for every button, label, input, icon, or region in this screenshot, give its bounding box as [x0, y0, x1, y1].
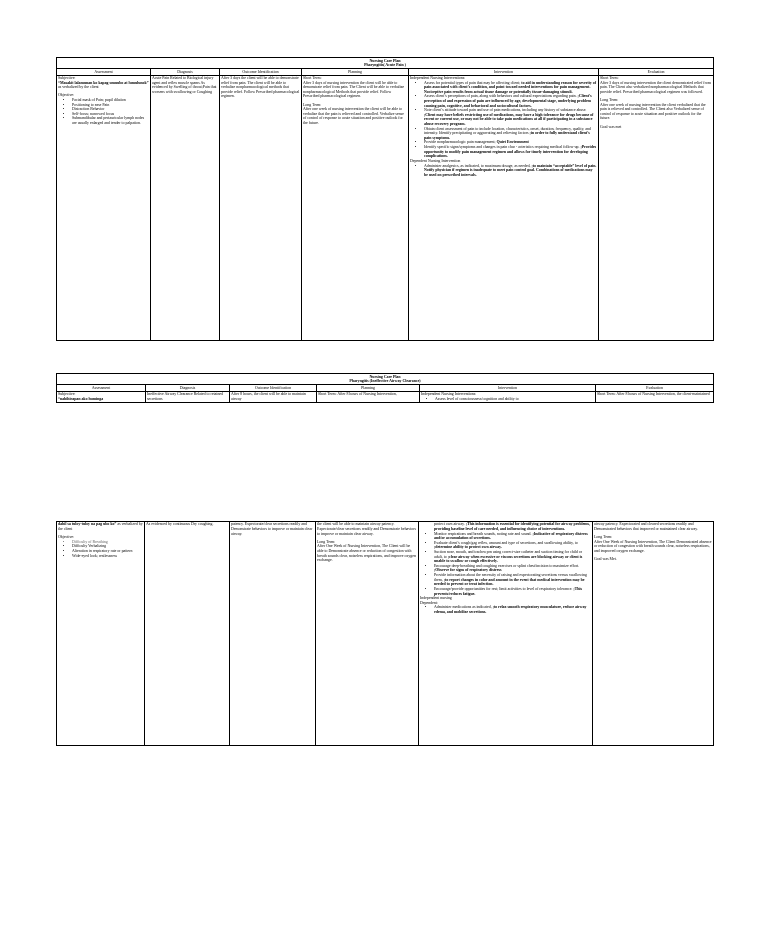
- header-planning: Planning: [302, 69, 409, 75]
- subjective-quote: dahil sa tuloy-tuloy na pag ubo ko” as verbalized by the client: [58, 522, 143, 531]
- short-term-text: After 3 days of nursing intervention the client will be able to demonstrate relief from pain. The Client will be able to verbalize nonpharmacological Methods that provide relief. Follow Prescribed pharmacological regimen.: [303, 80, 405, 99]
- diagnosis-cell: Acute Pain Related to Biological injury agent and reflex muscle spams As evidenced by Swelling of throat;Pain that worsens with swallowing or Coughing: [151, 75, 220, 340]
- planning-cell: [302, 75, 409, 340]
- list-item: • Positioning to ease Pain: [72, 103, 149, 108]
- list-item: • Wide-eyed look; restlessness: [72, 554, 143, 559]
- long-term-text: After One Week of Nursing Intervention, The Client Demonstrated absence or reduction of congestion with breath sounds clear, noiseless respirations, and improved oxygen exchange.: [594, 539, 712, 554]
- outcome-cell: After 3 days the client will be able to demonstrate relief from pain. The client will be able to verbalize nonpharmacological methods that provide relief. Follow Prescribed pharmacological regimen.: [220, 75, 302, 340]
- care-plan-acute-pain: [56, 57, 713, 341]
- list-item: • Difficulty Verbalizing: [72, 544, 143, 549]
- list-item: • Assess client’s perceptions of pain, along with behaviors and cultural expectations regarding pain. ;Client’s perception of and expression of pain are influenced by age, developmental stage, underlying problem causing pain, cognitive, and behavioral and sociocultural factors.: [424, 94, 597, 108]
- list-item: • Assess for potential types of pain that may be affecting client; to aid in understanding reason for severity of pain associated with client’s condition, and point toward needed interventions for pain management. Nociceptive pain results from actual tissue damage or potentially tissue-damaging stimuli.: [424, 81, 597, 95]
- goal-status: Goal was met: [600, 124, 622, 129]
- header-assessment: Assessment: [57, 69, 151, 75]
- list-item: • Obtain client assessment of pain to include location, characteristics, onset, duration, frequency, quality, and intensity. Identify precipitating or aggravating and relieving factors ;in order to fully understand client’s pain symptoms.: [424, 127, 597, 141]
- intervention-list: [421, 397, 594, 402]
- subjective-quote: “nahihirapan ako huminga: [58, 396, 104, 401]
- header-diagnosis: Diagnosis: [146, 385, 230, 391]
- subjective-label: Subjective:: [58, 75, 76, 80]
- evaluation-cell: Short Term: After 8 hours of Nursing Intervention, the client-maintained: [596, 391, 714, 402]
- header-evaluation: Evaluation: [599, 69, 714, 75]
- list-item: • Administer medications as indicated, ;to relax smooth respiratory musculature, reduce airway edema, and mobilize secretions.: [434, 605, 591, 614]
- care-plan-table: [56, 373, 714, 403]
- list-item: • Encourage/provide opportunities for rest; limit activities to level of respiratory tolerance. ;This prevents/reduces fatigue.: [434, 587, 591, 596]
- header-assessment: Assessment: [57, 385, 146, 391]
- list-item: • Difficulty of Breathing: [72, 540, 143, 545]
- long-term-text: After one week of nursing intervention the client verbalized that the pain is relieved and controlled. The Client also Verbalized sense of control of response to acute situation and positive outlook for the future.: [600, 102, 706, 121]
- table-title: [57, 374, 714, 385]
- list-item: • Alteration in respiratory rate or pattern: [72, 549, 143, 554]
- objective-list: [58, 540, 143, 558]
- planning-cell: Short Term: After 8 hours of Nursing Intervention,: [317, 391, 420, 402]
- list-item: • Note client’s attitude toward pain and use of pain medications, including any history of substance abuse. ;Client may have beliefs restricting use of medications, may have a high tolerance for drugs because of recent or current use, or may not be able to take pain medications at all if participating in a substance abuse recovery program.: [424, 108, 597, 126]
- list-item: • Identify specific signs/symptoms and changes in pain char - acteristics requiring medical follow-up. ;Provides opportunity to modify pain management regimen and allows for timely intervention for developing complications.: [424, 145, 597, 159]
- header-planning: Planning: [317, 385, 420, 391]
- plan-subtitle: Pharyngitis( Acute Pain ): [364, 63, 406, 68]
- header-intervention: Intervention: [409, 69, 599, 75]
- intervention-list: [410, 81, 597, 159]
- long-term-label: Long Term:: [600, 97, 619, 102]
- table-title: [57, 58, 714, 69]
- assessment-cell: [57, 75, 151, 340]
- list-item: • Provide information about the necessity of raising and expectorating secretions versus swallowing them, ;to report changes in color and amount in the event that medical intervention may be needed to prevent or treat infection.: [434, 573, 591, 587]
- long-term-label: Long Term:: [317, 539, 336, 544]
- short-term-text: After 3 days of nursing intervention the client demonstrated relief from pain. The Client also verbalized nonpharmacological Methods that provide relief. Prescribed pharmacological regimen was followed.: [600, 80, 711, 94]
- list-item: • Assess level of consciousness/cognition and ability to: [435, 397, 594, 402]
- independent-label: Independent Nursing Interventions:: [410, 75, 466, 80]
- header-outcome: Outcome Identification: [230, 385, 317, 391]
- care-plan-airway-clearance: [56, 373, 713, 403]
- independent-label: Independent Nursing Interventions:: [421, 391, 477, 396]
- dependent-list: [420, 605, 591, 614]
- list-item: • Self-focus; narrowed focus: [72, 112, 149, 117]
- header-outcome: Outcome Identification: [220, 69, 302, 75]
- independent-label: Independent nursing: [420, 596, 452, 601]
- long-term-text: After One Week of Nursing Intervention, The Client will be able to Demonstrate absence or reduction of congestion with breath sounds clear, noiseless respirations, and improve oxygen exchange.: [317, 544, 416, 563]
- objective-label: Objective:: [58, 93, 75, 98]
- objective-list: [58, 98, 149, 126]
- plan-title: Nursing Care Plan: [369, 374, 401, 379]
- list-item: • Monitor respirations and breath sounds, noting rate and sound. ;Indicative of respiratory distress and/or accumulation of secretions.: [434, 532, 591, 541]
- care-plan-table: [56, 521, 714, 746]
- goal-status: Goal was Met.: [594, 557, 617, 562]
- plan-subtitle: Pharyngitis (Ineffective Airway Clearance): [349, 379, 421, 384]
- header-intervention: Intervention: [420, 385, 596, 391]
- care-plan-table: [56, 57, 714, 341]
- plan-title: Nursing Care Plan: [369, 58, 401, 63]
- intervention-cell: [420, 391, 596, 402]
- intervention-cell: [409, 75, 599, 340]
- long-term-label: Long Term:: [594, 535, 613, 540]
- short-term-label: Short Term:: [303, 75, 322, 80]
- list-item: • Encourage deep-breathing and coughing exercises or splint chest/incision to maximize effort. ;Observe for signs of respiratory distress: [434, 564, 591, 573]
- outcome-cell: After 8 hours, the client will be able to maintain airway: [230, 391, 317, 402]
- subjective-quote: “Masakit lalamunan ko kapag umuubo at lumulunok” as verbalized by the client: [58, 80, 149, 90]
- evaluation-cell: [599, 75, 714, 340]
- long-term-text: After one week of nursing intervention the client will be able to verbalize that the pain is relieved and controlled. Verbalize sense of control of response to acute situation and positive outlook for the future.: [303, 107, 404, 126]
- dependent-label: Dependent:: [420, 600, 438, 605]
- evaluation-cell: [593, 522, 714, 746]
- short-term-label: Short Term:: [600, 75, 619, 80]
- list-item: • Submandibular and periauricular lymph nodes are usually enlarged and tender to palpation.: [72, 116, 149, 125]
- assessment-cell: [57, 391, 146, 402]
- list-item: • Suction nose, mouth, and trachea prn using correct-size catheter and suction timing for child or adult, to ;clear airway when excessive or viscous secretions are blocking airway or client is unable to swallow or cough effectively.: [434, 550, 591, 564]
- header-evaluation: Evaluation: [596, 385, 714, 391]
- list-item: • Facial mask of Pain; pupil dilation: [72, 98, 149, 103]
- objective-label: Objective:: [58, 535, 75, 540]
- list-item: • Administer analgesics, as indicated, to maximum dosage, as needed, ;to maintain “acceptable” level of pain. Notify physician if regimen is inadequate to meet pain control goal. Combinations of medications may be used on prescribed intervals.: [424, 164, 597, 178]
- planning-cell: [316, 522, 419, 746]
- short-term-text: the client will be able to maintain airway patency. Expectorate/clear secretions readily and Demonstrate behaviors to improve or maintain clear airway.: [317, 522, 417, 536]
- diagnosis-cell: Ineffective Airway Clearance Related to retained secretions: [146, 391, 230, 402]
- intervention-list: [420, 532, 591, 597]
- intervention-cell: [419, 522, 593, 746]
- assessment-cell: [57, 522, 145, 746]
- dependent-label: Dependent Nursing Intervention: [410, 158, 461, 163]
- intervention-lead: protect own airway. ;This information is essential for identifying potential for airway problems, providing baseline level of care needed, and influencing choice of interventions.: [434, 522, 591, 531]
- long-term-label: Long Term:: [303, 102, 322, 107]
- short-term-text: airway patency. Expectorated and cleared secretions readily and Demonstrated behaviors that improved or maintained clear airway.: [594, 522, 698, 531]
- diagnosis-cell: As evidenced by continuous Dry coughing.: [145, 522, 230, 746]
- outcome-cell: patency. Expectorate/clear secretions readily and Demonstrate behaviors to improve or maintain clear airway.: [230, 522, 316, 746]
- subjective-label: Subjective:: [58, 391, 76, 396]
- dependent-list: [410, 164, 597, 178]
- list-item: • Evaluate client’s cough/gag reflex, amount and type of secretions, and swallowing ability, to ;determine ability to protect own airway.: [434, 541, 591, 550]
- header-diagnosis: Diagnosis: [151, 69, 220, 75]
- list-item: • Distraction Behavior: [72, 107, 149, 112]
- list-item: • Provide nonpharmacologic pain management; Quiet Environment: [424, 140, 597, 145]
- care-plan-airway-clearance-continued: [56, 521, 713, 746]
